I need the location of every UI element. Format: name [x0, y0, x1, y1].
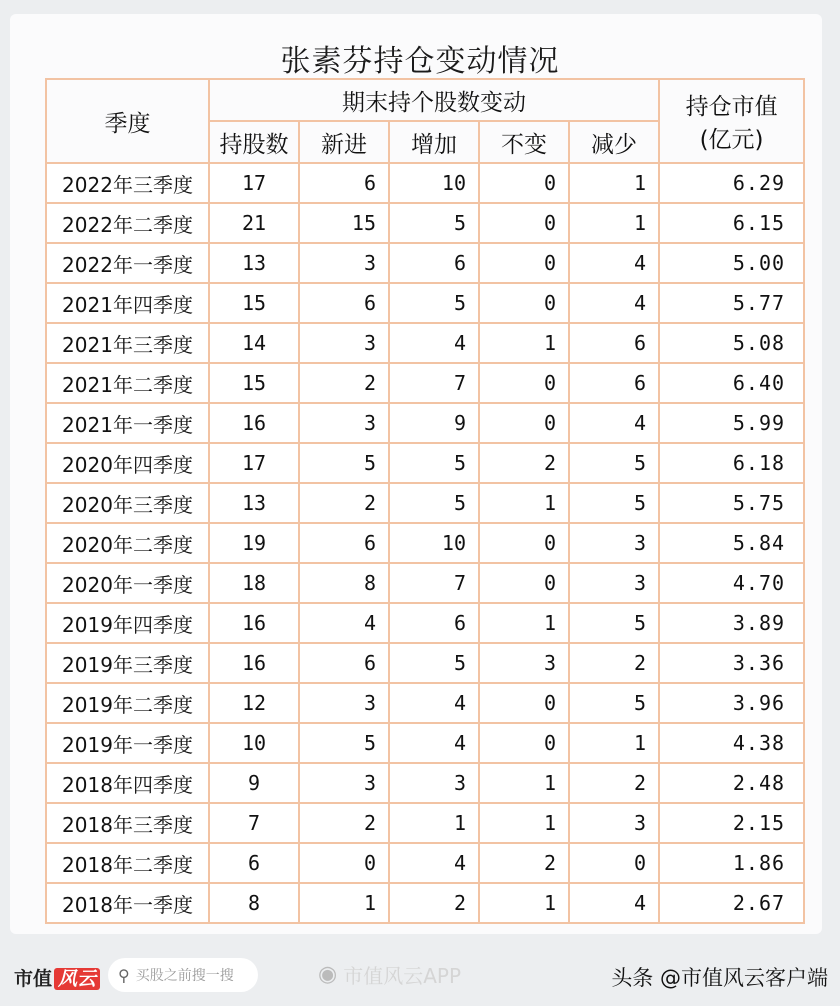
cell-unchanged: 2 — [479, 843, 569, 883]
cell-decrease: 4 — [569, 883, 659, 923]
cell-holdings: 16 — [209, 643, 299, 683]
table-row — [46, 603, 804, 643]
source-credit: 头条 @市值风云客户端 — [611, 966, 828, 990]
cell-decrease: 1 — [569, 163, 659, 203]
cell-increase: 4 — [389, 843, 479, 883]
table-row — [46, 643, 804, 683]
cell-increase: 3 — [389, 763, 479, 803]
holdings-table — [45, 78, 805, 924]
cell-decrease: 2 — [569, 763, 659, 803]
cell-value: 4.38 — [659, 723, 804, 763]
cell-value: 3.96 — [659, 683, 804, 723]
cell-quarter: 2019年四季度 — [46, 603, 209, 643]
cell-new: 8 — [299, 563, 389, 603]
cell-holdings: 6 — [209, 843, 299, 883]
page-title: 张素芬持仓变动情况 — [280, 44, 560, 79]
header-decrease: 减少 — [569, 121, 659, 163]
cell-quarter: 2018年四季度 — [46, 763, 209, 803]
cell-holdings: 16 — [209, 603, 299, 643]
cell-decrease: 4 — [569, 403, 659, 443]
watermark: ◉ 市值风云APP — [318, 962, 462, 988]
brand-logo[interactable]: 市值 风云 — [14, 964, 100, 991]
cell-holdings: 13 — [209, 483, 299, 523]
table-row — [46, 243, 804, 283]
header-group: 期末持个股数变动 — [209, 79, 659, 121]
cell-value: 1.86 — [659, 843, 804, 883]
cell-unchanged: 1 — [479, 763, 569, 803]
cell-unchanged: 0 — [479, 563, 569, 603]
cell-decrease: 3 — [569, 523, 659, 563]
cell-value: 2.15 — [659, 803, 804, 843]
cell-unchanged: 1 — [479, 603, 569, 643]
table-row — [46, 883, 804, 923]
weibo-icon: ◉ — [318, 962, 338, 987]
cell-increase: 6 — [389, 603, 479, 643]
cell-value: 5.00 — [659, 243, 804, 283]
cell-holdings: 7 — [209, 803, 299, 843]
cell-holdings: 15 — [209, 363, 299, 403]
cell-new: 6 — [299, 283, 389, 323]
cell-new: 5 — [299, 443, 389, 483]
cell-quarter: 2019年三季度 — [46, 643, 209, 683]
cell-increase: 5 — [389, 203, 479, 243]
cell-unchanged: 0 — [479, 163, 569, 203]
cell-increase: 5 — [389, 443, 479, 483]
cell-quarter: 2021年四季度 — [46, 283, 209, 323]
cell-quarter: 2018年三季度 — [46, 803, 209, 843]
cell-new: 4 — [299, 603, 389, 643]
cell-decrease: 5 — [569, 683, 659, 723]
header-new: 新进 — [299, 121, 389, 163]
cell-decrease: 2 — [569, 643, 659, 683]
cell-holdings: 9 — [209, 763, 299, 803]
cell-unchanged: 1 — [479, 883, 569, 923]
cell-decrease: 3 — [569, 803, 659, 843]
cell-decrease: 5 — [569, 443, 659, 483]
cell-increase: 4 — [389, 723, 479, 763]
cell-value: 6.15 — [659, 203, 804, 243]
cell-quarter: 2020年一季度 — [46, 563, 209, 603]
table-row — [46, 203, 804, 243]
table-row — [46, 803, 804, 843]
cell-new: 1 — [299, 883, 389, 923]
cell-value: 4.70 — [659, 563, 804, 603]
cell-unchanged: 0 — [479, 723, 569, 763]
table-row — [46, 443, 804, 483]
cell-new: 0 — [299, 843, 389, 883]
cell-quarter: 2019年二季度 — [46, 683, 209, 723]
table-row — [46, 363, 804, 403]
table-row — [46, 283, 804, 323]
cell-new: 6 — [299, 643, 389, 683]
cell-increase: 1 — [389, 803, 479, 843]
header-holdings: 持股数 — [209, 121, 299, 163]
cell-quarter: 2021年二季度 — [46, 363, 209, 403]
cell-new: 2 — [299, 803, 389, 843]
table-row — [46, 723, 804, 763]
cell-increase: 5 — [389, 283, 479, 323]
cell-decrease: 3 — [569, 563, 659, 603]
cell-decrease: 5 — [569, 603, 659, 643]
cell-decrease: 6 — [569, 323, 659, 363]
cell-decrease: 1 — [569, 203, 659, 243]
table-row — [46, 523, 804, 563]
cell-unchanged: 1 — [479, 323, 569, 363]
cell-value: 6.29 — [659, 163, 804, 203]
search-icon: ⚲ — [118, 965, 130, 985]
cell-increase: 6 — [389, 243, 479, 283]
table-row — [46, 843, 804, 883]
cell-holdings: 12 — [209, 683, 299, 723]
cell-increase: 10 — [389, 163, 479, 203]
cell-decrease: 1 — [569, 723, 659, 763]
cell-value: 6.18 — [659, 443, 804, 483]
cell-unchanged: 2 — [479, 443, 569, 483]
cell-increase: 4 — [389, 683, 479, 723]
cell-new: 2 — [299, 483, 389, 523]
cell-value: 2.48 — [659, 763, 804, 803]
table-row — [46, 683, 804, 723]
cell-unchanged: 1 — [479, 483, 569, 523]
cell-new: 6 — [299, 163, 389, 203]
logo-badge: 风云 — [54, 968, 100, 990]
search-placeholder: 买股之前搜一搜 — [135, 968, 234, 984]
header-unchanged: 不变 — [479, 121, 569, 163]
table-row — [46, 163, 804, 203]
cell-new: 15 — [299, 203, 389, 243]
cell-new: 5 — [299, 723, 389, 763]
cell-quarter: 2018年一季度 — [46, 883, 209, 923]
cell-new: 3 — [299, 403, 389, 443]
cell-quarter: 2021年三季度 — [46, 323, 209, 363]
table-row — [46, 763, 804, 803]
cell-value: 5.99 — [659, 403, 804, 443]
cell-quarter: 2022年三季度 — [46, 163, 209, 203]
cell-value: 6.40 — [659, 363, 804, 403]
cell-value: 5.75 — [659, 483, 804, 523]
cell-quarter: 2021年一季度 — [46, 403, 209, 443]
cell-holdings: 8 — [209, 883, 299, 923]
cell-new: 2 — [299, 363, 389, 403]
cell-increase: 5 — [389, 643, 479, 683]
cell-unchanged: 1 — [479, 803, 569, 843]
cell-holdings: 16 — [209, 403, 299, 443]
cell-new: 3 — [299, 763, 389, 803]
cell-increase: 4 — [389, 323, 479, 363]
cell-value: 5.84 — [659, 523, 804, 563]
cell-increase: 7 — [389, 563, 479, 603]
header-market-value: 持仓市值 (亿元) — [659, 79, 804, 163]
cell-unchanged: 0 — [479, 363, 569, 403]
cell-increase: 5 — [389, 483, 479, 523]
cell-quarter: 2020年四季度 — [46, 443, 209, 483]
cell-increase: 10 — [389, 523, 479, 563]
cell-holdings: 13 — [209, 243, 299, 283]
table-row — [46, 323, 804, 363]
table-row — [46, 563, 804, 603]
cell-increase: 2 — [389, 883, 479, 923]
cell-new: 6 — [299, 523, 389, 563]
cell-quarter: 2022年一季度 — [46, 243, 209, 283]
cell-value: 5.77 — [659, 283, 804, 323]
cell-unchanged: 0 — [479, 683, 569, 723]
cell-decrease: 4 — [569, 283, 659, 323]
cell-holdings: 21 — [209, 203, 299, 243]
table-row — [46, 483, 804, 523]
cell-decrease: 0 — [569, 843, 659, 883]
cell-decrease: 5 — [569, 483, 659, 523]
cell-increase: 7 — [389, 363, 479, 403]
cell-value: 3.89 — [659, 603, 804, 643]
cell-value: 5.08 — [659, 323, 804, 363]
cell-new: 3 — [299, 323, 389, 363]
cell-quarter: 2018年二季度 — [46, 843, 209, 883]
header-quarter: 季度 — [46, 79, 209, 163]
cell-unchanged: 0 — [479, 523, 569, 563]
cell-holdings: 17 — [209, 443, 299, 483]
cell-value: 2.67 — [659, 883, 804, 923]
cell-unchanged: 0 — [479, 283, 569, 323]
cell-new: 3 — [299, 683, 389, 723]
cell-decrease: 4 — [569, 243, 659, 283]
cell-unchanged: 0 — [479, 403, 569, 443]
cell-holdings: 10 — [209, 723, 299, 763]
header-increase: 增加 — [389, 121, 479, 163]
cell-holdings: 14 — [209, 323, 299, 363]
cell-decrease: 6 — [569, 363, 659, 403]
cell-value: 3.36 — [659, 643, 804, 683]
table-row — [46, 403, 804, 443]
cell-new: 3 — [299, 243, 389, 283]
cell-quarter: 2020年二季度 — [46, 523, 209, 563]
cell-holdings: 18 — [209, 563, 299, 603]
cell-unchanged: 3 — [479, 643, 569, 683]
footer — [0, 950, 840, 1006]
cell-holdings: 19 — [209, 523, 299, 563]
cell-unchanged: 0 — [479, 203, 569, 243]
cell-quarter: 2019年一季度 — [46, 723, 209, 763]
search-box[interactable] — [108, 958, 258, 992]
cell-holdings: 15 — [209, 283, 299, 323]
cell-quarter: 2020年三季度 — [46, 483, 209, 523]
cell-quarter: 2022年二季度 — [46, 203, 209, 243]
cell-holdings: 17 — [209, 163, 299, 203]
cell-increase: 9 — [389, 403, 479, 443]
cell-unchanged: 0 — [479, 243, 569, 283]
